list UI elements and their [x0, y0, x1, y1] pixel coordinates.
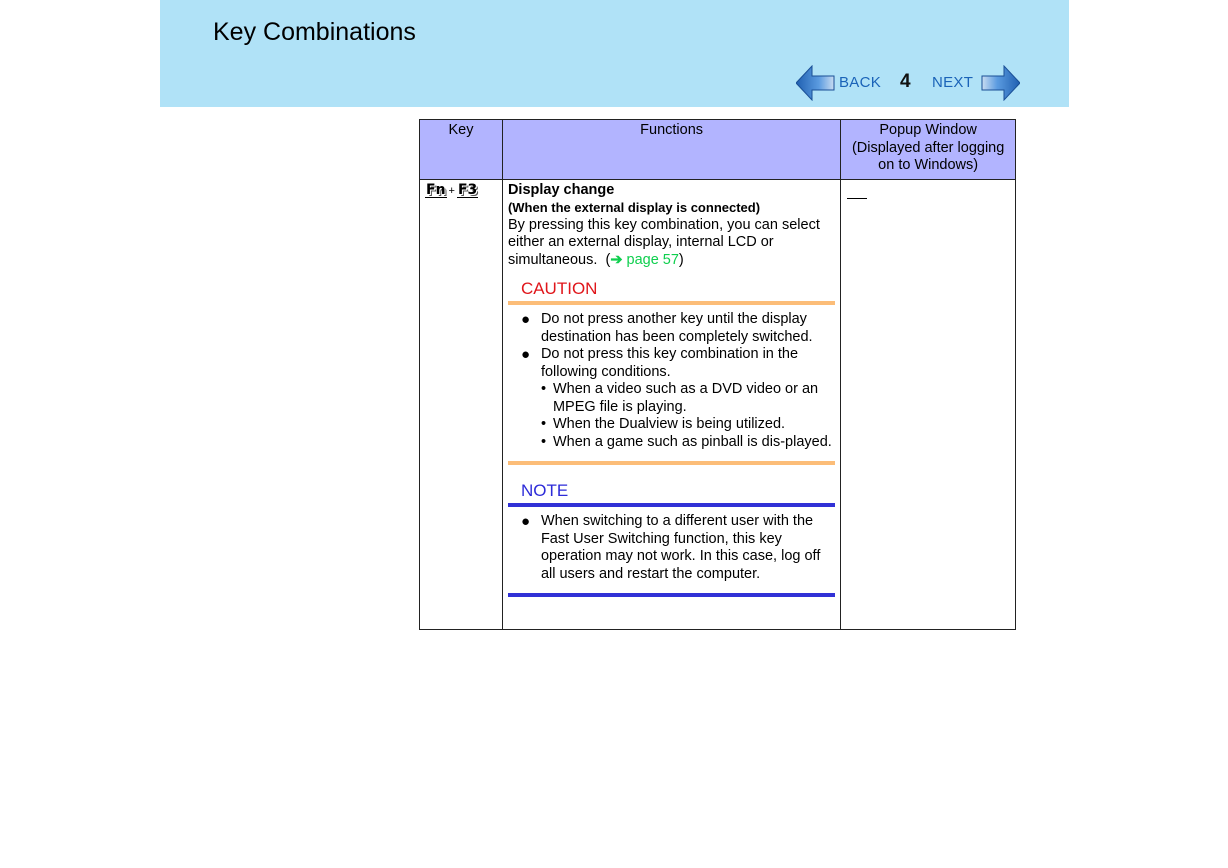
key-combinations-table	[419, 119, 1016, 630]
caution-bullet-2: Do not press this key combination in the following conditions.	[540, 346, 799, 380]
header-popup-window: Popup Window (Displayed after logging on to Windows)	[841, 120, 1016, 180]
bullet-icon: ●	[520, 311, 530, 328]
sub-bullet-icon: •	[540, 381, 547, 397]
key-cell	[420, 179, 503, 629]
plus-sign: +	[448, 184, 455, 197]
list-item	[508, 513, 835, 583]
list-item	[508, 381, 835, 416]
arrow-left-icon	[796, 65, 836, 101]
arrow-right-icon	[980, 65, 1020, 101]
list-item	[508, 311, 835, 346]
page-57-link[interactable]	[610, 252, 679, 268]
caution-title: CAUTION	[520, 279, 598, 298]
xref-open: (	[605, 251, 611, 268]
key-combination	[425, 182, 478, 201]
next-label: NEXT	[932, 74, 974, 91]
caution-bullet-1: Do not press another key until the display destination has been completely switched.	[540, 311, 813, 345]
function-condition: (When the external display is connected)	[507, 200, 761, 215]
note-body	[508, 507, 835, 593]
header-key: Key	[420, 120, 503, 180]
page-number: 4	[900, 71, 911, 92]
table-header-row	[420, 120, 1016, 180]
xref-label: page 57	[626, 251, 679, 268]
xref-arrow-icon: ➔	[610, 251, 623, 268]
caution-sub-bullet-1: When a video such as a DVD video or an MPEG file is playing.	[552, 381, 819, 415]
list-item	[508, 346, 835, 381]
bullet-icon: ●	[520, 513, 530, 530]
functions-cell	[502, 179, 840, 629]
sub-bullet-icon: •	[540, 433, 547, 450]
note-title: NOTE	[520, 481, 569, 500]
popup-cell	[841, 179, 1016, 629]
caution-rule-bottom	[508, 461, 835, 465]
caution-sub-bullet-3: When a game such as pinball is dis-played.	[552, 433, 832, 450]
popup-none-dash	[847, 198, 867, 199]
fn-key: Fn	[426, 182, 446, 199]
note-rule-bottom	[508, 593, 835, 597]
function-text: By pressing this key combination, you can select either an external display, internal LCD or simultaneous.	[507, 216, 820, 268]
caution-box	[508, 277, 835, 465]
list-item	[508, 434, 835, 452]
back-label: BACK	[839, 74, 882, 91]
f3-key: F3	[457, 182, 478, 199]
list-item	[508, 416, 835, 434]
page-navigation	[796, 64, 1018, 100]
page-title: Key Combinations	[213, 18, 416, 46]
function-description	[508, 217, 835, 270]
sub-bullet-icon: •	[540, 416, 547, 432]
caution-body	[508, 305, 835, 461]
bullet-icon: ●	[520, 346, 530, 363]
caution-sub-bullet-2: When the Dualview is being utilized.	[552, 416, 786, 432]
table-row	[420, 179, 1016, 629]
note-bullet-1: When switching to a different user with the Fast User Switching function, this key operation may not work. In this case, log off all users and restart the computer.	[540, 513, 821, 582]
header-band	[160, 0, 1069, 107]
xref-close: )	[678, 251, 684, 268]
note-box	[508, 479, 835, 597]
header-functions: Functions	[502, 120, 840, 180]
function-title: Display change	[507, 181, 615, 198]
